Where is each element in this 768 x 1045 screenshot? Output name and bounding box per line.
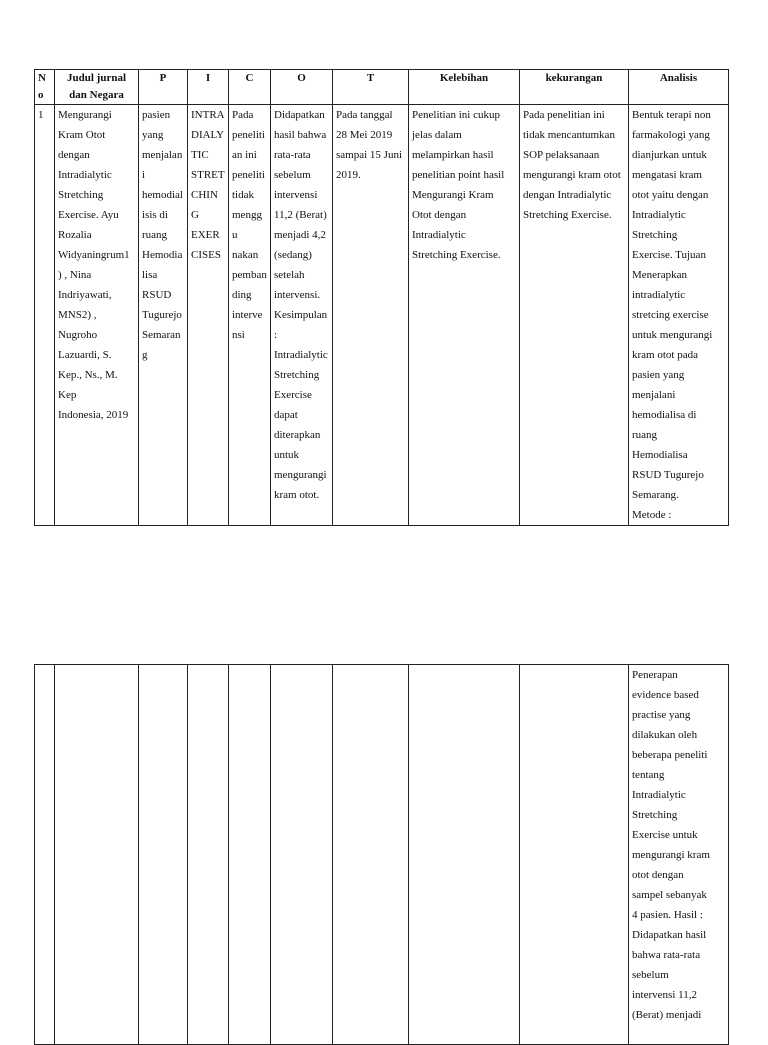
cell-kelebihan: Penelitian ini cukup jelas dalam melampirkan hasil penelitian point hasil Mengurangi Kram Otot dengan Intradialytic Stretching Exercise. (409, 105, 520, 526)
cell-i: INTRA DIALY TIC STRET CHING EXER CISES (188, 105, 229, 526)
cell-p (139, 665, 188, 1045)
cell-o: Didapatkan hasil bahwa rata-rata sebelum intervensi 11,2 (Berat) menjadi 4,2 (sedang) setelah intervensi. Kesimpulan : Intradialytic Stretching Exercise dapat diterapkan untuk mengurangi kram otot. (271, 105, 333, 526)
cell-analisis: Penerapan evidence based practise yang dilakukan oleh beberapa peneliti tentang Intradialytic Stretching Exercise untuk mengurangi kram otot dengan sampel sebanyak 4 pasien. Hasil : Didapatkan hasil bahwa rata-rata sebelum intervensi 11,2 (Berat) menjadi (629, 665, 729, 1045)
cell-no: 1 (35, 105, 55, 526)
header-kekurangan: kekurangan (520, 70, 629, 105)
cell-o (271, 665, 333, 1045)
header-o: O (271, 70, 333, 105)
cell-c (229, 665, 271, 1045)
cell-no (35, 665, 55, 1045)
cell-c: Pada peneliti an ini peneliti tidak menggu nakan pemban ding interve nsi (229, 105, 271, 526)
cell-p: pasien yang menjalan i hemodial isis di ruang Hemodia lisa RSUD Tugurejo Semaran g (139, 105, 188, 526)
cell-i (188, 665, 229, 1045)
table-row (35, 105, 729, 526)
cell-judul (55, 665, 139, 1045)
cell-judul: Mengurangi Kram Otot dengan Intradialytic Stretching Exercise. Ayu Rozalia Widyaningrum1 ) , Nina Indriyawati, MNS2) , Nugroho Lazuardi, S. Kep., Ns., M. Kep Indonesia, 2019 (55, 105, 139, 526)
cell-analisis: Bentuk terapi non farmakologi yang dianjurkan untuk mengatasi kram otot yaitu dengan Intradialytic Stretching Exercise. Tujuan Menerapkan intradialytic stretcing exercise untuk mengurangi kram otot pada pasien yang menjalani hemodialisa di ruang Hemodialisa RSUD Tugurejo Semarang. Metode : (629, 105, 729, 526)
cell-kekurangan: Pada penelitian ini tidak mencantumkan SOP pelaksanaan mengurangi kram otot dengan Intradialytic Stretching Exercise. (520, 105, 629, 526)
cell-kelebihan (409, 665, 520, 1045)
cell-t (333, 665, 409, 1045)
header-kelebihan: Kelebihan (409, 70, 520, 105)
header-c: C (229, 70, 271, 105)
review-table-page-2 (34, 664, 729, 1045)
cell-t: Pada tanggal 28 Mei 2019 sampai 15 Juni 2019. (333, 105, 409, 526)
header-analisis: Analisis (629, 70, 729, 105)
header-p: P (139, 70, 188, 105)
table-header-row (35, 70, 729, 105)
header-no: No (35, 70, 55, 105)
cell-kekurangan (520, 665, 629, 1045)
header-i: I (188, 70, 229, 105)
header-judul: Judul jurnal dan Negara (55, 70, 139, 105)
review-table-page-1 (34, 69, 729, 526)
header-t: T (333, 70, 409, 105)
table-row (35, 665, 729, 1045)
